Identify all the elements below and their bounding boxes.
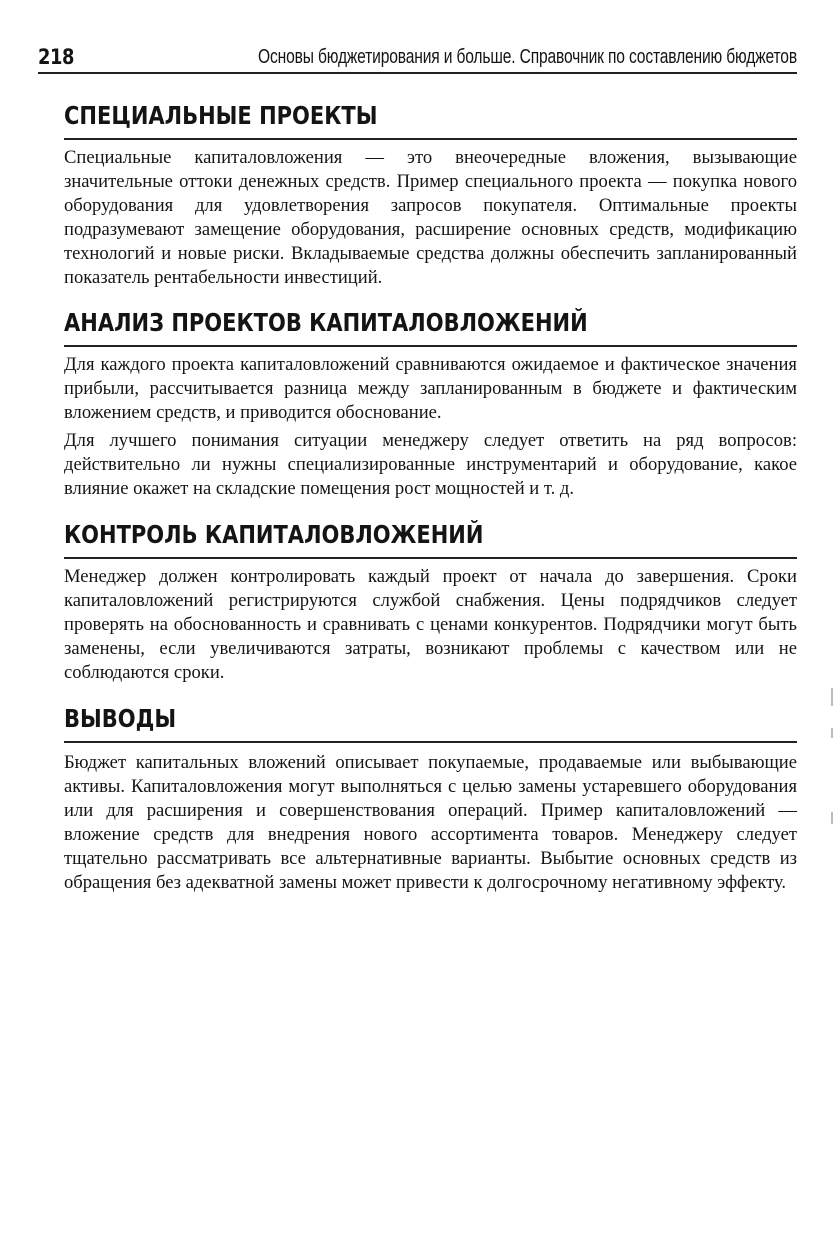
paragraph: Для лучшего понимания ситуации менеджеру следует ответить на ряд вопросов: действительно ли нужны специализированные инструментарий и оборудование, какое влияние окажет на складские помещения рост мощностей и т. д. <box>64 430 797 499</box>
scan-edge-mark <box>831 812 833 824</box>
section-heading-text: АНАЛИЗ ПРОЕКТОВ КАПИТАЛОВЛОЖЕНИЙ <box>64 308 588 337</box>
section-heading <box>64 699 797 743</box>
page-body <box>64 96 797 895</box>
paragraph: Специальные капиталовложения — это внеочередные вложения, вызывающие значительные оттоки денежных средств. Пример специального проекта — покупка нового оборудования для удовлетворения запросов покупателя. Оптимальные проекты подразумевают замещение оборудования, расширение основных средств, модификацию технологий и новые риски. Вкладываемые средства должны обеспечить запланированный показатель рентабельности инвестиций. <box>64 147 797 288</box>
section-heading-text: ВЫВОДЫ <box>64 704 177 733</box>
section-heading <box>64 303 797 347</box>
section-heading <box>64 515 797 559</box>
scan-edge-mark <box>831 688 833 706</box>
paragraph: Менеджер должен контролировать каждый проект от начала до завершения. Сроки капиталовложений регистрируются службой снабжения. Цены подрядчиков следует проверять на обоснованность и сравнивать с ценами конкурентов. Подрядчики могут быть заменены, если увеличиваются затраты, возникают проблемы с качеством или не соблюдаются сроки. <box>64 566 797 683</box>
section-heading-text: СПЕЦИАЛЬНЫЕ ПРОЕКТЫ <box>64 101 378 130</box>
scan-edge-mark <box>831 728 833 738</box>
running-title: Основы бюджетирования и больше. Справочник по составлению бюджетов <box>258 46 797 68</box>
section-project-analysis <box>64 303 797 501</box>
section-special-projects <box>64 96 797 290</box>
running-head <box>38 38 797 74</box>
page-number: 218 <box>38 45 74 69</box>
section-capital-control <box>64 515 797 685</box>
section-heading <box>64 96 797 140</box>
section-conclusions <box>64 699 797 895</box>
paragraph: Для каждого проекта капиталовложений сравниваются ожидаемое и фактическое значения прибыли, рассчитывается разница между запланированным в бюджете и фактическим вложением средств, и приводится обоснование. <box>64 354 797 423</box>
section-heading-text: КОНТРОЛЬ КАПИТАЛОВЛОЖЕНИЙ <box>64 520 484 549</box>
paragraph: Бюджет капитальных вложений описывает покупаемые, продаваемые или выбывающие активы. Капиталовложения могут выполняться с целью замены устаревшего оборудования или для расширения и совершенствования операций. Пример капиталовложений — вложение средств для внедрения нового ассортимента товаров. Менеджеру следует тщательно рассматривать все альтернативные варианты. Выбытие основных средств из обращения без адекватной замены может привести к долгосрочному негативному эффекту. <box>64 752 797 893</box>
